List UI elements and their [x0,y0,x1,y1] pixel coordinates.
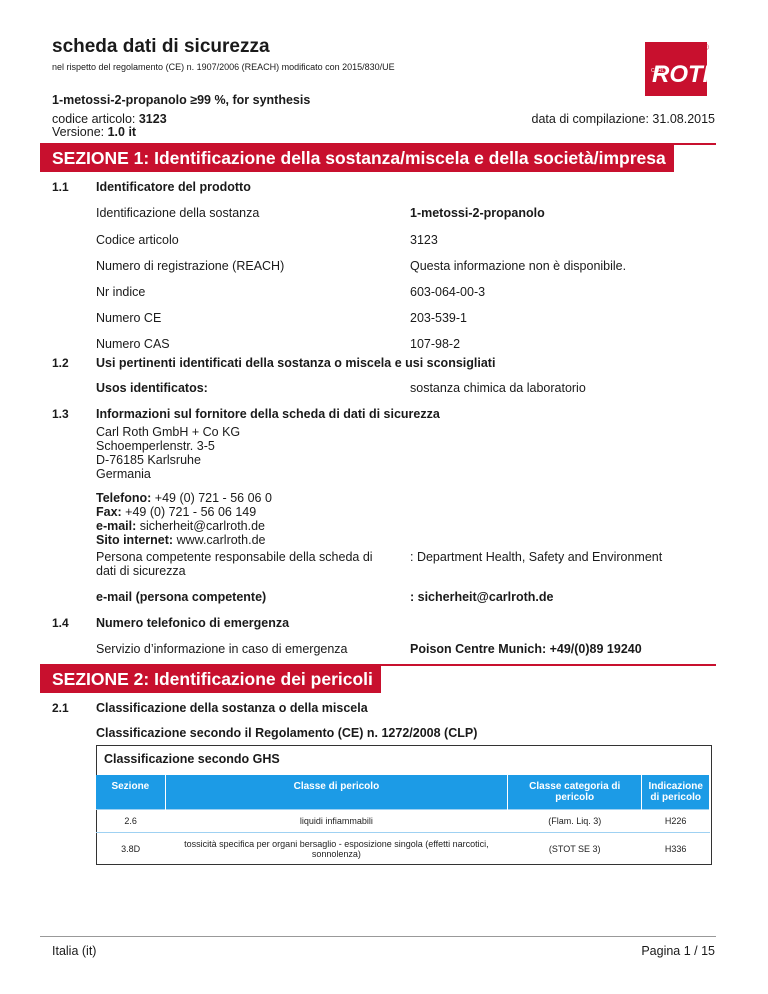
s11-row-value: 203-539-1 [410,311,467,325]
s11-row-value: Questa informazione non è disponibile. [410,259,627,273]
column-header: Indicazione di pericolo [642,775,710,810]
logo-text: ROT [652,61,703,88]
supplier-address [96,425,240,481]
s11-row-label: Numero CAS [96,337,170,351]
table-row [96,810,710,833]
address-line: Carl Roth GmbH + Co KG [96,425,241,439]
section1-title: SEZIONE 1: Identificazione della sostanza/miscela e della società/impresa [40,145,674,172]
address-line: Germania [96,467,151,481]
column-header: Sezione [96,775,165,810]
phone-label: Telefono: [96,491,152,505]
table-cell: liquidi infiammabili [165,810,507,833]
roth-logo [643,38,713,98]
fax-line [96,505,272,519]
email-line [96,519,272,533]
table-cell: (STOT SE 3) [508,833,642,866]
s14-label: Servizio d’informazione in caso di emergenza [96,642,348,656]
table-row [96,833,710,866]
s11-title: Identificatore del prodotto [96,180,251,194]
ghs-caption: Classificazione secondo GHS [104,752,280,766]
logo-small-text: CARL [651,68,665,74]
document-title: scheda dati di sicurezza [52,36,270,57]
section2-header [40,664,716,694]
section2-title: SEZIONE 2: Identificazione dei pericoli [40,666,381,693]
s14-title: Numero telefonico di emergenza [96,616,290,630]
s21-number: 2.1 [52,701,69,715]
s21-title: Classificazione della sostanza o della miscela [96,701,368,715]
s11-row-value: 107-98-2 [410,337,461,351]
s14-number: 1.4 [52,616,69,630]
version-value: 1.0 it [107,125,137,139]
s11-row-value: 3123 [410,233,438,247]
fax-value: +49 (0) 721 - 56 06 149 [121,505,257,519]
s13-number: 1.3 [52,407,69,421]
product-name: 1-metossi-2-propanolo ≥99 %, for synthesis [52,93,311,107]
s12-title: Usi pertinenti identificati della sostanza o miscela e usi sconsigliati [96,356,496,370]
s11-row-label: Codice articolo [96,233,179,247]
email-label: e-mail: [96,519,137,533]
column-header: Classe di pericolo [165,775,507,810]
competent-email-value[interactable]: : sicherheit@carlroth.de [410,590,554,604]
clp-title: Classificazione secondo il Regolamento (CE) n. 1272/2008 (CLP) [96,726,478,740]
email-link[interactable]: sicherheit@carlroth.de [136,519,266,533]
footer-language: Italia (it) [52,944,97,958]
s11-row-label: Identificazione della sostanza [96,206,260,220]
document-subtitle: nel rispetto del regolamento (CE) n. 1907/2006 (REACH) modificato con 2015/830/UE [52,62,395,72]
web-line [96,533,272,547]
compilation-date: data di compilazione: 31.08.2015 [531,112,715,126]
ghs-table [96,775,710,865]
table-header-row [96,775,710,810]
table-cell: H226 [642,810,710,833]
s11-row-value: 1-metossi-2-propanolo [410,206,545,220]
table-cell: 3.8D [96,833,165,866]
web-link[interactable]: www.carlroth.de [173,533,266,547]
fax-label: Fax: [96,505,122,519]
address-line: D-76185 Karlsruhe [96,453,201,467]
footer-divider [40,936,716,937]
address-line: Schoemperlenstr. 3-5 [96,439,215,453]
page-number: Pagina 1 / 15 [641,944,715,958]
table-cell: (Flam. Liq. 3) [508,810,642,833]
phone-value: +49 (0) 721 - 56 06 0 [151,491,272,505]
version-label: Versione: [52,125,108,139]
version [52,125,136,139]
column-header: Classe categoria di pericolo [508,775,642,810]
responsible-label: Persona competente responsabile della scheda di dati di sicurezza [96,550,373,578]
s11-number: 1.1 [52,180,69,194]
responsible-value: : Department Health, Safety and Environment [410,550,663,564]
s12-number: 1.2 [52,356,69,370]
article-code-label: codice articolo: [52,112,139,126]
phone-line [96,491,272,505]
registered-mark: ® [703,43,709,52]
s11-row-label: Numero CE [96,311,162,325]
s11-row-value: 603-064-00-3 [410,285,486,299]
s14-value: Poison Centre Munich: +49/(0)89 19240 [410,642,642,656]
table-cell: tossicità specifica per organi bersaglio - esposizione singola (effetti narcotici, sonnolenza) [165,833,507,866]
competent-email-label: e-mail (persona competente) [96,590,267,604]
supplier-contacts [96,491,272,547]
table-cell: H336 [642,833,710,866]
s13-title: Informazioni sul fornitore della scheda di dati di sicurezza [96,407,440,421]
s12-value: sostanza chimica da laboratorio [410,381,586,395]
table-cell: 2.6 [96,810,165,833]
s11-row-label: Numero di registrazione (REACH) [96,259,285,273]
section1-header [40,143,716,173]
s12-label: Usos identificatos: [96,381,208,395]
s11-row-label: Nr indice [96,285,146,299]
web-label: Sito internet: [96,533,174,547]
article-code-value: 3123 [138,112,167,126]
article-code [52,112,167,126]
